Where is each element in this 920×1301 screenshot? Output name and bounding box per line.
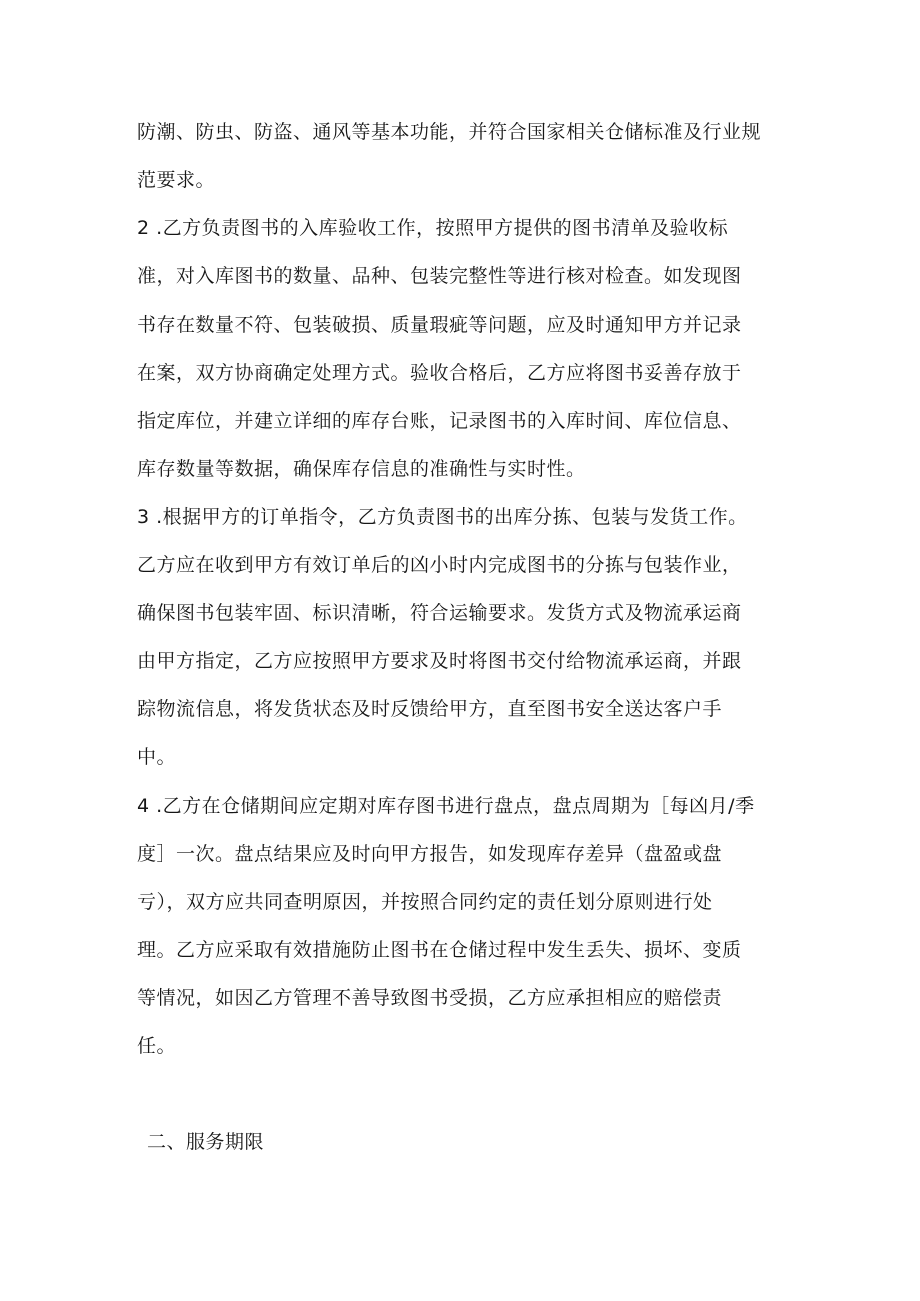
paragraph-2-line-2: 准，对入库图书的数量、品种、包装完整性等进行核对检查。如发现图 bbox=[137, 265, 742, 287]
paragraph-4-line-6: 任。 bbox=[137, 1035, 177, 1057]
paragraph-3-line-4: 由甲方指定，乙方应按照甲方要求及时将图书交付给物流承运商，并跟 bbox=[137, 650, 742, 672]
paragraph-2-line-1: 2 .乙方负责图书的入库验收工作，按照甲方提供的图书清单及验收标 bbox=[137, 217, 729, 239]
paragraph-4-line-5: 等情况，如因乙方管理不善导致图书受损，乙方应承担相应的赔偿责 bbox=[137, 987, 723, 1009]
paragraph-3-line-2: 乙方应在收到甲方有效订单后的凶小时内完成图书的分拣与包装作业， bbox=[137, 554, 742, 576]
paragraph-2-line-3: 书存在数量不符、包装破损、质量瑕疵等问题，应及时通知甲方并记录 bbox=[137, 314, 742, 336]
paragraph-3-line-6: 中。 bbox=[137, 746, 177, 768]
paragraph-3-line-5: 踪物流信息，将发货状态及时反馈给甲方，直至图书安全送达客户手 bbox=[137, 698, 723, 720]
paragraph-4-line-3: 亏），双方应共同查明原因，并按照合同约定的责任划分原则进行处 bbox=[137, 891, 713, 913]
paragraph-2-line-5: 指定库位，并建立详细的库存台账，记录图书的入库时间、库位信息、 bbox=[137, 410, 742, 432]
paragraph-4-line-2: 度］一次。盘点结果应及时向甲方报告，如发现库存差异（盘盈或盘 bbox=[137, 843, 723, 865]
paragraph-3-line-3: 确保图书包装牢固、标识清晰，符合运输要求。发货方式及物流承运商 bbox=[137, 602, 742, 624]
paragraph-4-line-4: 理。乙方应采取有效措施防止图书在仓储过程中发生丢失、损坏、变质 bbox=[137, 939, 742, 961]
paragraph-1-line-2: 范要求。 bbox=[137, 169, 216, 191]
paragraph-4-line-1: 4 .乙方在仓储期间应定期对库存图书进行盘点，盘点周期为［每凶月/季 bbox=[137, 795, 755, 817]
paragraph-2-line-4: 在案，双方协商确定处理方式。验收合格后，乙方应将图书妥善存放于 bbox=[137, 362, 742, 384]
paragraph-2-line-6: 库存数量等数据，确保库存信息的准确性与实时性。 bbox=[137, 458, 586, 480]
paragraph-1-line-1: 防潮、防虫、防盗、通风等基本功能，并符合国家相关仓储标准及行业规 bbox=[137, 121, 762, 143]
section-heading: 二、服务期限 bbox=[147, 1131, 265, 1153]
paragraph-3-line-1: 3 .根据甲方的订单指令，乙方负责图书的出库分拣、包装与发货工作。 bbox=[137, 506, 748, 528]
